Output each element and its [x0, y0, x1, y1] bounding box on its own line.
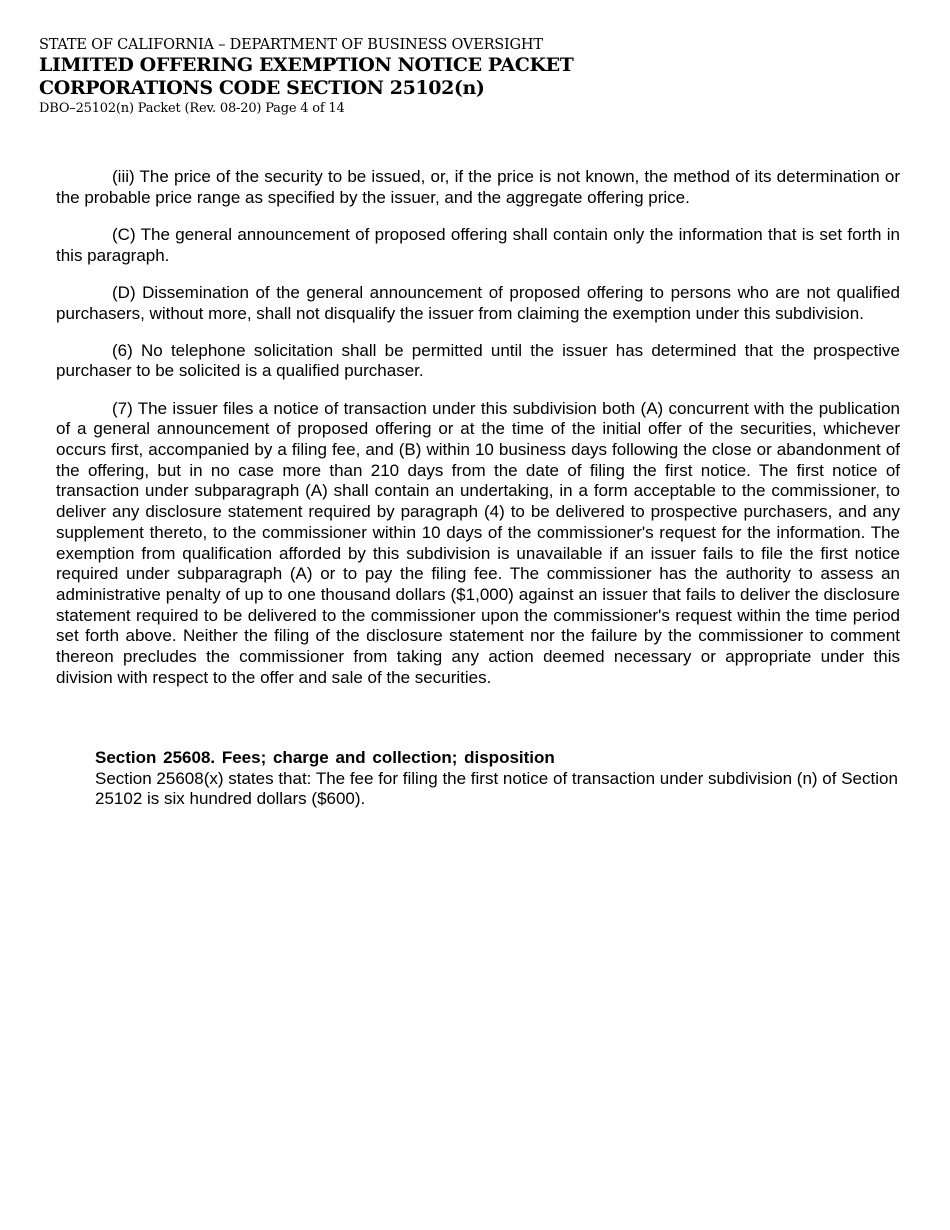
section-heading: Section 25608. Fees; charge and collection; disposition	[95, 748, 555, 767]
paragraph-7-notice-of-transaction: (7) The issuer files a notice of transaction under this subdivision both (A) concurrent with the publication of a general announcement of proposed offering or at the time of the initial offer of the securities, whichever occurs first, accompanied by a filing fee, and (B) within 10 business days following the close or abandonment of the offering, but in no case more than 210 days from the date of filing the first notice. The first notice of transaction under subparagraph (A) shall contain an undertaking, in a form acceptable to the commissioner, to deliver any disclosure statement required by paragraph (4) to be delivered to prospective purchasers, and any supplement thereto, to the commissioner within 10 days of the commissioner's request for the information. The exemption from qualification afforded by this subdivision is unavailable if an issuer fails to file the first notice required under subparagraph (A) or to pay the filing fee. The commissioner has the authority to assess an administrative penalty of up to one thousand dollars ($1,000) against an issuer that fails to deliver the disclosure statement required to be delivered to the commissioner upon the commissioner's request within the time period set forth above. Neither the filing of the disclosure statement nor the failure by the commissioner to comment thereon precludes the commissioner from taking any action deemed necessary or appropriate under this division with respect to the offer and sale of the securities.	[56, 398, 900, 687]
paragraph-iii-price: (iii) The price of the security to be issued, or, if the price is not known, the method of its determination or the probable price range as specified by the issuer, and the aggregate offering price.	[56, 167, 900, 207]
document-header	[39, 36, 639, 118]
code-section-title: CORPORATIONS CODE SECTION 25102(n)	[39, 77, 485, 99]
section-text: Section 25608(x) states that: The fee for filing the first notice of transaction under subdivision (n) of Section 25102 is six hundred dollars ($600).	[95, 768, 898, 809]
document-body	[56, 167, 900, 705]
packet-title: LIMITED OFFERING EXEMPTION NOTICE PACKET	[39, 54, 574, 76]
paragraph-c-announcement-content: (C) The general announcement of proposed offering shall contain only the information that is set forth in this paragraph.	[56, 224, 900, 265]
paragraph-6-telephone-solicitation: (6) No telephone solicitation shall be permitted until the issuer has determined that the prospective purchaser to be solicited is a qualified purchaser.	[56, 340, 900, 381]
agency-line: STATE OF CALIFORNIA – DEPARTMENT OF BUSINESS OVERSIGHT	[39, 37, 543, 53]
paragraph-d-dissemination: (D) Dissemination of the general announcement of proposed offering to persons who are not qualified purchasers, without more, shall not disqualify the issuer from claiming the exemption under this subdivision.	[56, 282, 900, 323]
form-page-line: DBO–25102(n) Packet (Rev. 08-20) Page 4 of 14	[39, 101, 345, 116]
section-25608	[95, 748, 900, 810]
